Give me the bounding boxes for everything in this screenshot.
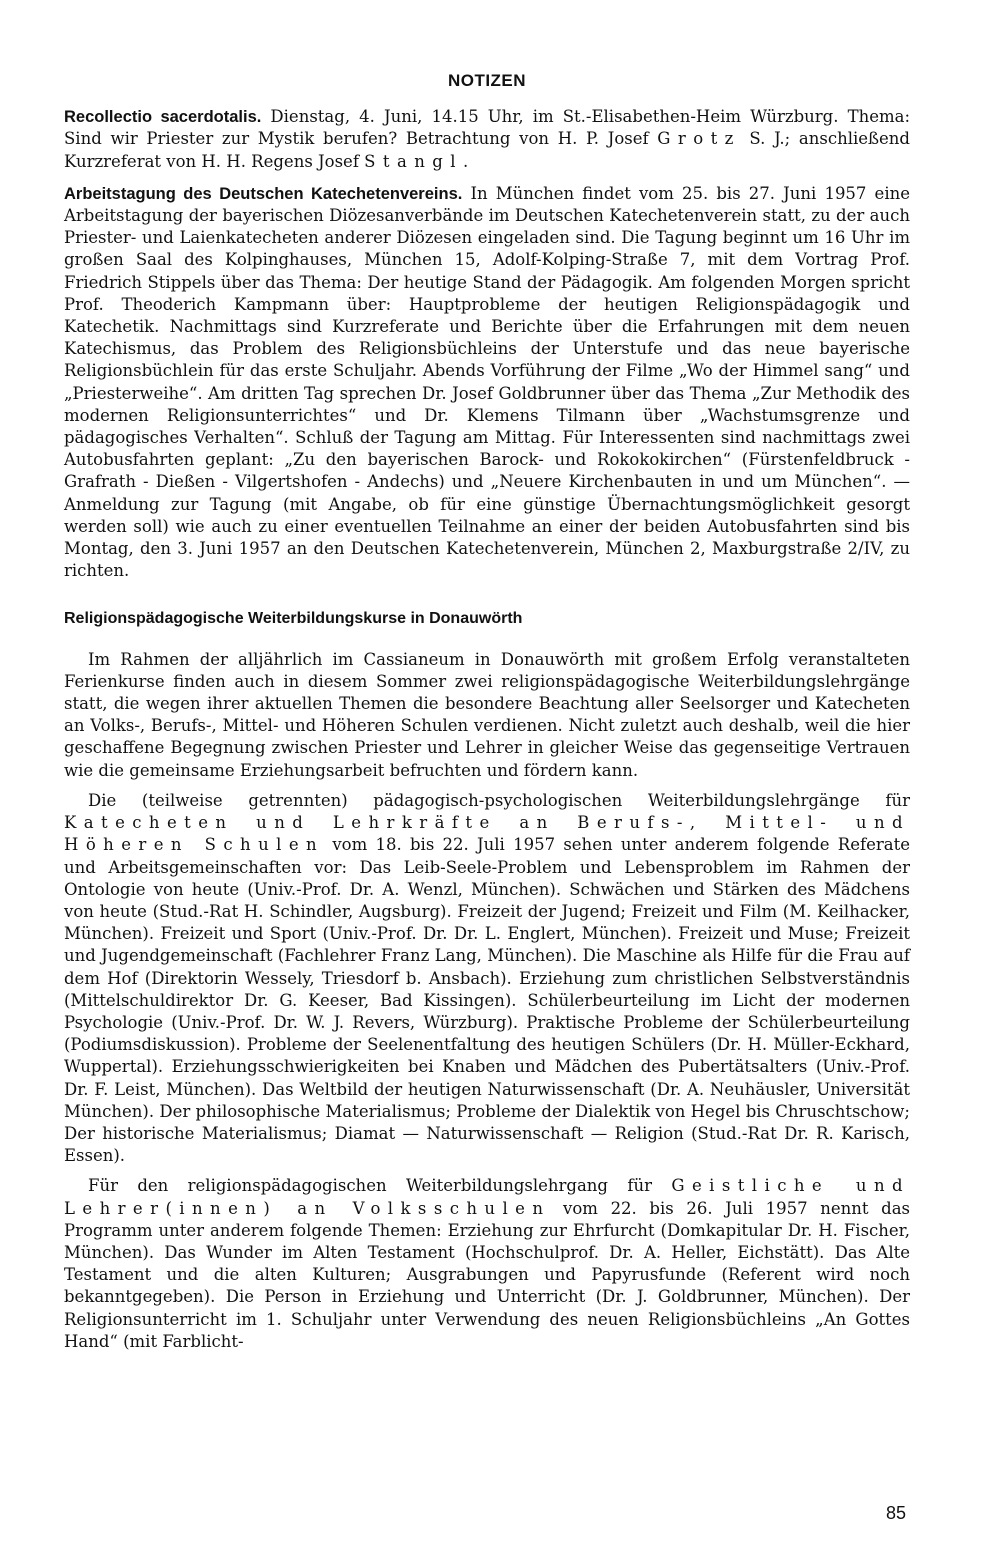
page-title: NOTIZEN	[447, 71, 527, 90]
spaced-name: Grotz	[657, 129, 741, 149]
section-paragraph	[64, 790, 910, 1167]
paragraph-text: Die (teilweise getrennten) pädagogisch-psychologischen Weiterbildungslehrgänge für	[88, 790, 910, 810]
page-number: 85	[885, 1503, 906, 1523]
paragraph-text: vom 18. bis 22. Juli 1957 sehen unter anderem folgende Referate und Arbeitsgemeinschaften vor: Das Leib-Seele-Problem und Lebensproblem im Rahmen der Ontologie von heute (Univ.-Prof. Dr. A. Wenzl, München). Schwächen und Stärken des Mädchens von heute (Stud.-Rat H. Schindler, Augsburg). Freizeit der Jugend; Freizeit und Film (M. Keilhacker, München). Freizeit und Sport (Univ.-Prof. Dr. Dr. L. Englert, München). Freizeit und Muse; Freizeit und Jugendgemeinschaft (Fachlehrer Franz Lang, München). Die Maschine als Hilfe für die Frau auf dem Hof (Direktorin Wessely, Triesdorf b. Ansbach). Erziehung zum christlichen Selbstverständnis (Mittelschuldirektor Dr. G. Keeser, Bad Kissingen). Schülerbeurteilung im Licht der modernen Psychologie (Univ.-Prof. Dr. W. J. Revers, Würzburg). Praktische Probleme der Schülerbeurteilung (Podiumsdiskussion). Probleme der Seelenentfaltung des heutigen Schülers (Dr. H. Müller-Eckhard, Wuppertal). Erziehungsschwierigkeiten bei Knaben und Mädchen des Pubertätsalters (Univ.-Prof. Dr. F. Leist, München). Das Weltbild der heutigen Naturwissenschaft (Dr. A. Neuhäusler, Universität München). Der philosophische Materialismus; Probleme der Dialektik von Hegel bis Chruschtschow; Der historische Materialismus; Diamat — Naturwissenschaft — Religion (Stud.-Rat Dr. R. Karisch, Essen).	[64, 835, 910, 1166]
spaced-name: Stangl	[364, 151, 463, 171]
section-title: Religionspädagogische Weiterbildungskurse in Donauwörth	[64, 610, 523, 628]
paragraph-text: vom 22. bis 26. Juli 1957 nennt das Programm unter anderem folgende Themen: Erziehung zur Ehrfurcht (Domkapitular Dr. H. Fischer, München). Das Wunder im Alten Testament (Hochschulprof. Dr. A. Heller, Eichstätt). Das Alte Testament und die alten Kulturen; Ausgrabungen und Papyrusfunde (Referent wird noch bekanntgegeben). Die Person in Erziehung und Unterricht (Dr. J. Goldbrunner, München). Der Religionsunterricht im 1. Schuljahr unter Verwendung des neuen Religionsbüchleins „An Gottes Hand“ (mit Farblicht-	[64, 1198, 910, 1351]
notice-text: S. J.; anschließend Kurzreferat von H. H. Regens Josef	[64, 129, 910, 171]
paragraph-text: Für den religionspädagogischen Weiterbildungslehrgang für	[88, 1176, 672, 1196]
page-content	[64, 70, 910, 1361]
section-paragraph: Im Rahmen der alljährlich im Cassianeum in Donauwörth mit großem Erfolg veranstalteten Ferienkurse finden auch in diesem Sommer zwei religionspädagogische Weiterbildungslehrgänge statt, die wegen ihrer aktuellen Themen die besondere Beachtung aller Seelsorger und Katecheten an Volks-, Berufs-, Mittel- und Höheren Schulen verdienen. Nicht zuletzt auch deshalb, weil die hier geschaffene Begegnung zwischen Priester und Lehrer in gleicher Weise das gegenseitige Vertrauen wie die gemeinsame Erziehungsarbeit befruchten und fördern kann.	[64, 649, 910, 780]
notice-text: Dienstag, 4. Juni, 14.15 Uhr, im St.-Elisabethen-Heim Würzburg. Thema: Sind wir Priester zur Mystik berufen? Betrachtung von H. P. Josef	[64, 107, 911, 149]
spaced-audience: Geistliche und Lehrer(innen) an Volksschulen	[64, 1176, 910, 1218]
notice-lead: Arbeitstagung des Deutschen Katechetenvereins.	[64, 184, 463, 203]
notice-text: .	[462, 151, 469, 171]
notice-text: In München findet vom 25. bis 27. Juni 1957 eine Arbeitstagung der bayerischen Diözesanverbände im Deutschen Katechetenverein statt, zu der auch Priester- und Laienkatecheten anderer Diözesen eingeladen sind. Die Tagung beginnt um 16 Uhr im großen Saal des Kolpinghauses, München 15, Adolf-Kolping-Straße 7, mit dem Vortrag Prof. Friedrich Stippels über das Thema: Der heutige Stand der Pädagogik. Am folgenden Morgen spricht Prof. Theoderich Kampmann über: Hauptprobleme der heutigen Religionspädagogik und Katechetik. Nachmittags sind Kurzreferate und Berichte über die Erfahrungen mit dem neuen Katechismus, das Problem des Religionsbüchleins der Unterstufe und das neue bayerische Religionsbüchlein für das erste Schuljahr. Abends Vorführung der Filme „Wo der Himmel sang“ und „Priesterweihe“. Am dritten Tag sprechen Dr. Josef Goldbrunner über das Thema „Zur Methodik des modernen Religionsunterrichtes“ und Dr. Klemens Tilmann über „Wachstumsgrenze und pädagogisches Verhalten“. Schluß der Tagung am Mittag. Für Interessenten sind nachmittags zwei Autobusfahrten geplant: „Zu den bayerischen Barock- und Rokokokirchen“ (Fürstenfeldbruck - Grafrath - Dießen - Vilgertshofen - Andechs) und „Neuere Kirchenbauten in und um München“. — Anmeldung zur Tagung (mit Angabe, ob für eine günstige Übernachtungsmöglichkeit gesorgt werden soll) wie auch zu einer eventuellen Teilnahme an einer der beiden Autobusfahrten sind bis Montag, den 3. Juni 1957 an den Deutschen Katechetenverein, München 2, Maxburgstraße 2/IV, zu richten.	[64, 183, 910, 581]
section-paragraph	[64, 1175, 910, 1353]
notice-arbeitstagung	[64, 183, 910, 583]
notice-lead: Recollectio sacerdotalis.	[64, 108, 262, 127]
spaced-audience: Katecheten und Lehrkräfte an Berufs-, Mittel- und Höheren Schulen	[64, 813, 910, 855]
notice-recollectio	[64, 106, 910, 173]
